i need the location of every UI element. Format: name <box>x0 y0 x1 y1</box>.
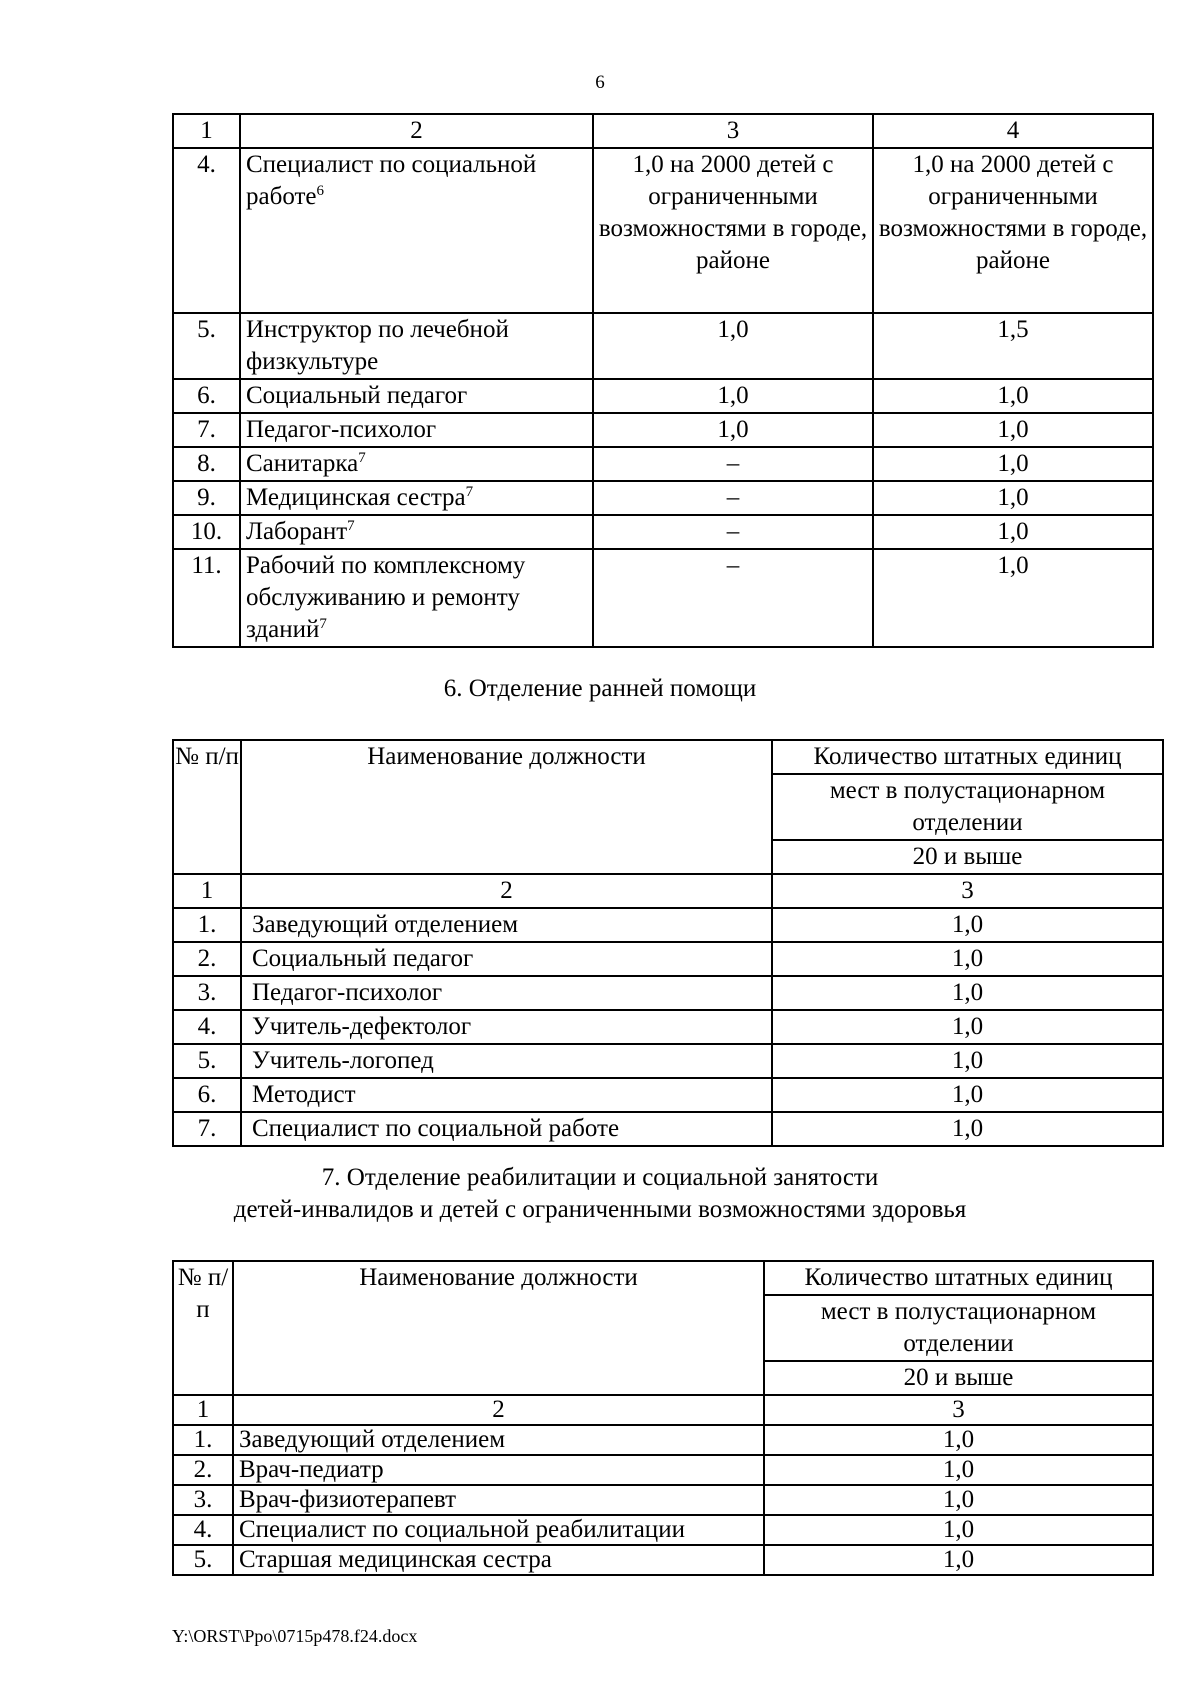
table-row <box>173 1545 1153 1575</box>
row-number: 4. <box>173 1010 241 1044</box>
position-name: Специалист по социальной реабилитации <box>233 1515 764 1545</box>
position-name: Рабочий по комплексному обслуживанию и ремонту зданий$^7$ <box>240 549 593 647</box>
staff-count: 1,0 <box>593 413 873 447</box>
footnote-marker: 7 <box>465 484 474 500</box>
table-row <box>173 1515 1153 1545</box>
table-row <box>173 447 1153 481</box>
staff-count: 1,0 <box>764 1455 1153 1485</box>
column-header-position: Наименование должности <box>241 740 772 874</box>
column-header-places: мест в полустационарном отделении <box>772 774 1163 840</box>
section-7-title-line-2: детей-инвалидов и детей с ограниченными возможностями здоровья <box>233 1196 967 1223</box>
table-row <box>173 1078 1163 1112</box>
staff-count: 1,0 <box>593 313 873 379</box>
column-header-position: Наименование должности <box>233 1261 764 1395</box>
footnote-marker: 7 <box>319 616 327 632</box>
row-number: 6. <box>173 379 240 413</box>
column-header-number: № п/п <box>173 1261 233 1395</box>
row-number: 2. <box>173 942 241 976</box>
staff-count: 1,0 <box>873 549 1153 647</box>
table-row <box>173 1455 1153 1485</box>
staff-count: 1,0 на 2000 детей с ограниченными возможностями в городе, районе <box>593 148 873 313</box>
position-name: Педагог-психолог <box>240 413 593 447</box>
table-row <box>173 976 1163 1010</box>
staff-count: 1,0 <box>772 1078 1163 1112</box>
table-header-row <box>173 740 1163 774</box>
table-row <box>173 908 1163 942</box>
table-row <box>173 515 1153 549</box>
staff-count: 1,0 <box>873 413 1153 447</box>
table-row <box>173 1112 1163 1146</box>
staff-count: 1,0 <box>772 1044 1163 1078</box>
column-header-range: 20 и выше <box>764 1361 1153 1395</box>
index-cell: 3 <box>593 114 873 148</box>
position-name: Учитель-логопед <box>241 1044 772 1078</box>
position-name: Специалист по социальной работе$^6$ <box>240 148 593 313</box>
position-name: Специалист по социальной работе <box>241 1112 772 1146</box>
position-name: Методист <box>241 1078 772 1112</box>
position-name: Инструктор по лечебной физкультуре <box>240 313 593 379</box>
row-number: 1. <box>173 1425 233 1455</box>
table-row <box>173 549 1153 647</box>
footnote-marker: 6 <box>316 183 325 199</box>
position-name: Лаборант$^7$ <box>240 515 593 549</box>
staff-count: 1,0 <box>593 379 873 413</box>
index-cell: 2 <box>233 1395 764 1425</box>
index-cell: 2 <box>241 874 772 908</box>
table-index-row <box>173 874 1163 908</box>
staff-count: 1,0 <box>764 1425 1153 1455</box>
staff-count: 1,0 <box>772 976 1163 1010</box>
staff-count: – <box>593 515 873 549</box>
index-cell: 2 <box>240 114 593 148</box>
table-row <box>173 413 1153 447</box>
table-row <box>173 481 1153 515</box>
staff-count: 1,5 <box>873 313 1153 379</box>
position-name: Заведующий отделением <box>241 908 772 942</box>
row-number: 3. <box>173 976 241 1010</box>
index-cell: 1 <box>173 1395 233 1425</box>
table-row <box>173 942 1163 976</box>
column-header-range: 20 и выше <box>772 840 1163 874</box>
row-number: 4. <box>173 1515 233 1545</box>
staff-count: 1,0 <box>772 1010 1163 1044</box>
row-number: 11. <box>173 549 240 647</box>
position-name: Врач-физиотерапевт <box>233 1485 764 1515</box>
row-number: 10. <box>173 515 240 549</box>
column-header-number: № п/п <box>173 740 241 874</box>
table-row <box>173 148 1153 313</box>
row-number: 5. <box>173 1044 241 1078</box>
position-name: Социальный педагог <box>241 942 772 976</box>
column-header-quantity: Количество штатных единиц <box>772 740 1163 774</box>
position-name: Педагог-психолог <box>241 976 772 1010</box>
staff-count: 1,0 <box>764 1545 1153 1575</box>
row-number: 7. <box>173 413 240 447</box>
staff-count: 1,0 <box>772 942 1163 976</box>
index-cell: 1 <box>173 114 240 148</box>
row-number: 1. <box>173 908 241 942</box>
row-number: 5. <box>173 1545 233 1575</box>
document-file-path: Y:\ORST\Ppo\0715p478.f24.docx <box>172 1626 418 1646</box>
index-cell: 1 <box>173 874 241 908</box>
section-6-table <box>172 739 1164 1147</box>
staff-count: 1,0 <box>873 447 1153 481</box>
section-7-title-line-1: 7. Отделение реабилитации и социальной занятости <box>321 1164 879 1191</box>
table-index-row <box>173 114 1153 148</box>
table-row <box>173 1485 1153 1515</box>
staff-count: 1,0 <box>772 908 1163 942</box>
staff-count: 1,0 <box>764 1485 1153 1515</box>
row-number: 4. <box>173 148 240 313</box>
staff-count: – <box>593 481 873 515</box>
position-name: Санитарка$^7$ <box>240 447 593 481</box>
table-index-row <box>173 1395 1153 1425</box>
staff-count: – <box>593 447 873 481</box>
table-row <box>173 379 1153 413</box>
row-number: 2. <box>173 1455 233 1485</box>
row-number: 6. <box>173 1078 241 1112</box>
staff-count: 1,0 <box>764 1515 1153 1545</box>
position-name: Социальный педагог <box>240 379 593 413</box>
index-cell: 3 <box>772 874 1163 908</box>
row-number: 5. <box>173 313 240 379</box>
staff-count: – <box>593 549 873 647</box>
section-7-table <box>172 1260 1154 1576</box>
staff-count: 1,0 на 2000 детей с ограниченными возможностями в городе, районе <box>873 148 1153 313</box>
staff-count: 1,0 <box>873 515 1153 549</box>
staff-count: 1,0 <box>873 481 1153 515</box>
index-cell: 3 <box>764 1395 1153 1425</box>
footnote-marker: 7 <box>347 518 355 534</box>
position-name: Медицинская сестра$^7$ <box>240 481 593 515</box>
position-name: Заведующий отделением <box>233 1425 764 1455</box>
staff-count: 1,0 <box>772 1112 1163 1146</box>
row-number: 9. <box>173 481 240 515</box>
row-number: 8. <box>173 447 240 481</box>
index-cell: 4 <box>873 114 1153 148</box>
column-header-quantity: Количество штатных единиц <box>764 1261 1153 1295</box>
table-row <box>173 1010 1163 1044</box>
table-header-row <box>173 1261 1153 1295</box>
position-name: Учитель-дефектолог <box>241 1010 772 1044</box>
position-name: Старшая медицинская сестра <box>233 1545 764 1575</box>
column-header-places: мест в полустационарном отделении <box>764 1295 1153 1361</box>
page-number: 6 <box>595 72 605 93</box>
position-name: Врач-педиатр <box>233 1455 764 1485</box>
table-row <box>173 1425 1153 1455</box>
footnote-marker: 7 <box>358 450 366 466</box>
staff-table-continued <box>172 113 1154 648</box>
table-row <box>173 313 1153 379</box>
section-6-title: 6. Отделение ранней помощи <box>443 675 757 702</box>
table-row <box>173 1044 1163 1078</box>
row-number: 3. <box>173 1485 233 1515</box>
row-number: 7. <box>173 1112 241 1146</box>
staff-count: 1,0 <box>873 379 1153 413</box>
